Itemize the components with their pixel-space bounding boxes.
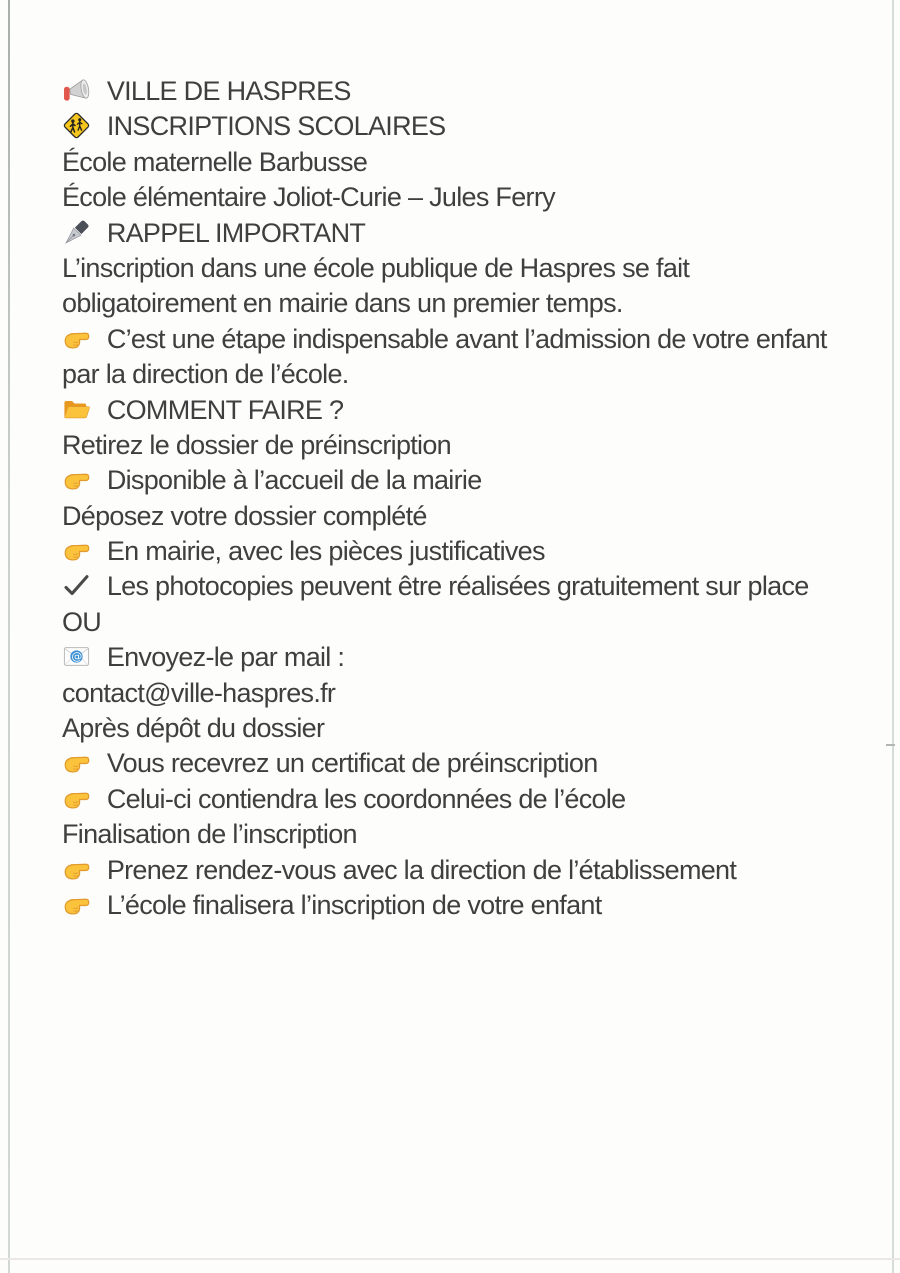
document-line [62, 428, 872, 463]
line-text: L’école finalisera l’inscription de votre enfant [106, 889, 602, 920]
line-text: Les photocopies peuvent être réalisées gratuitement sur place [106, 571, 809, 602]
document-line [62, 74, 872, 109]
checkmark-icon [62, 571, 91, 600]
pointing-finger-icon [62, 855, 91, 884]
line-text: Finalisation de l’inscription [62, 819, 357, 850]
document-line [62, 853, 872, 888]
line-text: COMMENT FAIRE ? [106, 394, 344, 425]
scan-edge-right [892, 0, 894, 1273]
pointing-finger-icon [62, 465, 91, 494]
document-line [62, 463, 872, 498]
pointing-finger-icon [62, 536, 91, 565]
line-text: par la direction de l’école. [62, 359, 349, 390]
document-content [62, 74, 872, 923]
children-crossing-icon [62, 111, 91, 140]
document-line [62, 145, 872, 180]
document-line [62, 286, 872, 321]
megaphone-icon [62, 76, 91, 105]
document-line [62, 322, 872, 357]
svg-text:@: @ [71, 650, 82, 664]
document-line [62, 605, 872, 640]
line-text: École maternelle Barbusse [62, 146, 368, 177]
document-line [62, 534, 872, 569]
line-text: L’inscription dans une école publique de Haspres se fait [62, 252, 690, 283]
document-line [62, 711, 872, 746]
line-text: Après dépôt du dossier [62, 713, 325, 744]
document-line [62, 109, 872, 144]
open-folder-icon [62, 395, 91, 424]
document-line [62, 817, 872, 852]
line-text: Retirez le dossier de préinscription [62, 429, 451, 460]
line-text: Vous recevrez un certificat de préinscription [106, 748, 598, 779]
line-text: RAPPEL IMPORTANT [106, 217, 366, 248]
document-line [62, 216, 872, 251]
line-text: Celui-ci contiendra les coordonnées de l’école [106, 783, 626, 814]
line-text: VILLE DE HASPRES [106, 76, 351, 106]
document-line [62, 640, 872, 675]
pointing-finger-icon [62, 748, 91, 777]
document-line [62, 357, 872, 392]
line-text: En mairie, avec les pièces justificatives [106, 536, 545, 567]
scan-line-bottom [0, 1258, 900, 1260]
line-text: contact@ville-haspres.fr [62, 677, 336, 708]
pointing-finger-icon [62, 324, 91, 353]
pen-nib-icon [62, 218, 91, 247]
line-text: INSCRIPTIONS SCOLAIRES [106, 111, 446, 142]
line-text: Disponible à l’accueil de la mairie [106, 465, 482, 496]
document-line [62, 251, 872, 286]
document-line [62, 180, 872, 215]
email-icon [62, 642, 91, 671]
line-text: Déposez votre dossier complété [62, 500, 427, 531]
document-line [62, 393, 872, 428]
scan-tick-right [886, 744, 895, 746]
document-line [62, 676, 872, 711]
document-line [62, 888, 872, 923]
line-text: Envoyez-le par mail : [106, 642, 345, 673]
document-line [62, 782, 872, 817]
line-text: obligatoirement en mairie dans un premier temps. [62, 288, 623, 319]
pointing-finger-icon [62, 784, 91, 813]
document-line [62, 569, 872, 604]
line-text: École élémentaire Joliot-Curie – Jules Ferry [62, 182, 555, 213]
scan-edge-left [8, 0, 10, 1273]
line-text: OU [62, 606, 102, 637]
line-text: Prenez rendez-vous avec la direction de l’établissement [106, 854, 737, 885]
document-line [62, 746, 872, 781]
document-line [62, 499, 872, 534]
pointing-finger-icon [62, 890, 91, 919]
line-text: C’est une étape indispensable avant l’admission de votre enfant [106, 323, 827, 354]
